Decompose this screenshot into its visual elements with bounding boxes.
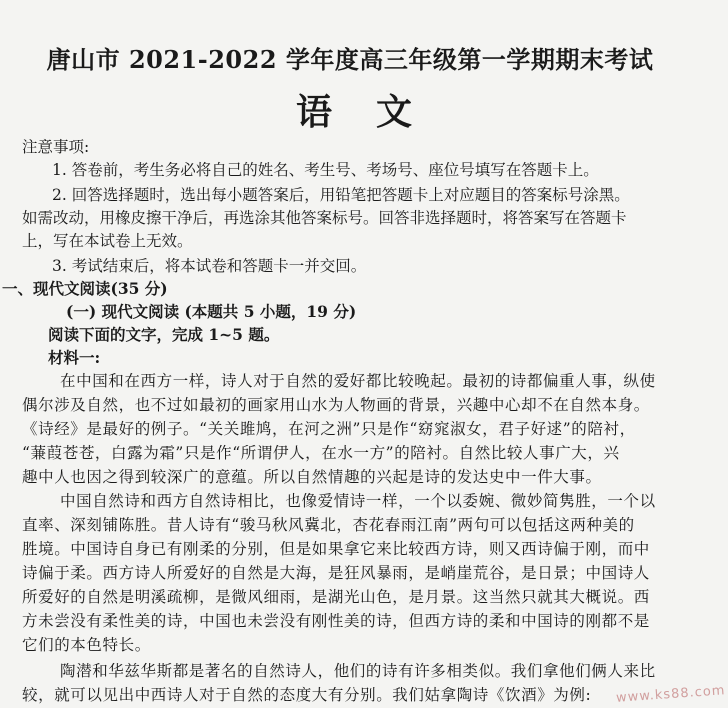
passage-line: 趣中人也因之得到较深广的意蕴。所以自然情趣的兴起是诗的发达史中一件大事。 [22, 468, 602, 486]
passage-line: 所爱好的自然是明溪疏柳，是微风细雨，是湖光山色，是月景。这当然只就其大概说。西 [22, 588, 650, 606]
notice-item: 1. 答卷前，考生务必将自己的姓名、考生号、考场号、座位号填写在答题卡上。 [52, 161, 599, 179]
passage-line: “蒹葭苍苍，白露为霜”只是作“所谓伊人，在水一方”的陪衬。自然比较人事广大，兴 [22, 444, 620, 462]
material-label: 材料一: [48, 348, 101, 367]
passage-line: 《诗经》是最好的例子。“关关雎鸠，在河之洲”只是作“窈窕淑女，君子好逑”的陪衬， [22, 420, 636, 438]
notice-heading: 注意事项: [22, 138, 90, 156]
notice-item: 如需改动，用橡皮擦干净后，再选涂其他答案标号。回答非选择题时，将答案写在答题卡 [22, 209, 627, 227]
passage-line: 诗偏于柔。西方诗人所爱好的自然是大海，是狂风暴雨，是峭崖荒谷，是日景；中国诗人 [22, 564, 650, 582]
site-watermark: www.ks88.com [616, 683, 727, 706]
passage-line: 直率、深刻铺陈胜。昔人诗有“骏马秋风冀北，杏花春雨江南”两句可以包括这两种美的 [22, 516, 635, 534]
section-heading: 一、现代文阅读(35 分) [2, 279, 168, 298]
passage-line: 在中国和在西方一样，诗人对于自然的爱好都比较晚起。最初的诗都偏重人事，纵使 [60, 372, 656, 390]
section-subheading: (一) 现代文阅读 (本题共 5 小题，19 分) [66, 302, 357, 321]
notice-item: 3. 考试结束后，将本试卷和答题卡一并交回。 [52, 257, 367, 275]
passage-line: 中国自然诗和西方自然诗相比，也像爱情诗一样，一个以委婉、微妙简隽胜，一个以 [60, 492, 656, 510]
subject-title: 语文 [296, 91, 457, 133]
passage-line: 较，就可以见出中西诗人对于自然的态度大有分别。我们姑拿陶诗《饮酒》为例: [22, 686, 592, 704]
passage-line: 胜境。中国诗自身已有刚柔的分别，但是如果拿它来比较西方诗，则又西诗偏于刚，而中 [22, 540, 650, 558]
passage-line: 它们的本色特长。 [22, 636, 151, 654]
notice-item: 上，写在本试卷上无效。 [22, 232, 193, 250]
passage-line: 陶潜和华兹华斯都是著名的自然诗人，他们的诗有许多相类似。我们拿他们俩人来比 [60, 662, 656, 680]
section-instruction: 阅读下面的文字，完成 1~5 题。 [48, 325, 280, 344]
exam-title: 唐山市 2021-2022 学年度高三年级第一学期期末考试 [46, 45, 654, 74]
notice-item: 2. 回答选择题时，选出每小题答案后，用铅笔把答题卡上对应题目的答案标号涂黑。 [52, 186, 630, 204]
passage-line: 方未尝没有柔性美的诗，中国也未尝没有刚性美的诗，但西方诗的柔和中国诗的刚都不是 [22, 612, 650, 630]
passage-line: 偶尔涉及自然，也不过如最初的画家用山水为人物画的背景，兴趣中心却不在自然本身。 [22, 396, 650, 414]
